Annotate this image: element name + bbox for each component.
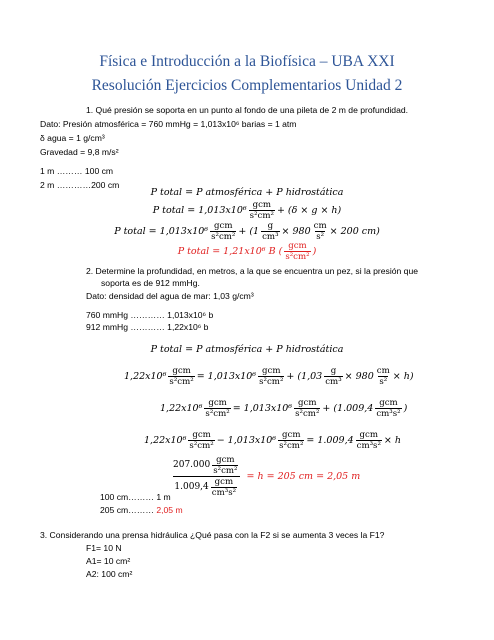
q3-a2: A2: 100 cm² bbox=[86, 569, 133, 579]
document-subtitle: Resolución Ejercicios Complementarios Unidad 2 bbox=[91, 77, 403, 94]
q1-dato-densidad: δ agua = 1 g/cm³ bbox=[40, 133, 105, 143]
fraction-gcm-s2cm2: $\frac{\text{gcm}}{\text{s²cm²}}$ bbox=[249, 199, 274, 221]
q2-equation-c: 1,22x10⁶ $\frac{\text{gcm}}{\text{s²cm²}}$ − 1,013x10⁶ $\frac{\text{gcm}}{\text{s²cm²}}$ = 1.009,4 $\frac{\text{gcm}}{\text{cm³s²}}$ × h bbox=[144, 429, 402, 451]
q2-equation-a: 1,22x10⁶ $\frac{\text{gcm}}{\text{s²cm²}}$ = 1,013x10⁶ $\frac{\text{gcm}}{\text{s²cm²}}$ + (1,03 $\frac{g}{\text{cm³}}$ × 980 $\frac{cm}{\text{s²}}$ × h) bbox=[124, 365, 414, 387]
q2-equation-1: P total = P atmosférica + P hidrostática bbox=[150, 343, 344, 355]
q2-question-line1: 2. Determine la profundidad, en metros, a la que se encuentra un pez, si la presión que bbox=[86, 266, 419, 276]
q1-conversion-1: 1 m ……… 100 cm bbox=[40, 166, 114, 176]
document-title: Física e Introducción a la Biofísica – UBA XXI bbox=[99, 53, 395, 70]
q2-dato: Dato: densidad del agua de mar: 1,03 g/cm³ bbox=[86, 291, 254, 301]
q1-result: P total = 1,21x10⁶ B ( $\frac{\text{gcm}}{\text{s²cm²}}$ ) bbox=[177, 240, 317, 262]
q1-equation-3: P total = 1,013x10⁶ $\frac{\text{gcm}}{\text{s²cm²}}$ + (1 $\frac{g}{\text{cm³}}$ × 980 $\frac{cm}{\text{s²}}$ × 200 cm) bbox=[114, 220, 380, 242]
q1-question: 1. Qué presión se soporta en un punto al fondo de una pileta de 2 m de profundidad. bbox=[86, 105, 409, 115]
q3-f1: F1= 10 N bbox=[86, 543, 122, 553]
q2-conversion-2: 912 mmHg ………… 1,22x10⁶ b bbox=[86, 322, 209, 332]
q2-equation-b: 1,22x10⁶ $\frac{\text{gcm}}{\text{s²cm²}}$ = 1,013x10⁶ $\frac{\text{gcm}}{\text{s²cm²}}$ + (1.009,4 $\frac{\text{gcm}}{\text{cm³s²}}$ ) bbox=[160, 397, 408, 419]
q3-a1: A1= 10 cm² bbox=[86, 556, 131, 566]
fraction-207000-over-1009: 207.000 $\frac{\text{gcm}}{\text{s²cm²}}$ 1.009,4 $\frac{\text{gcm}}{\text{cm³s²}}$ bbox=[172, 455, 241, 498]
q1-dato-presion: Dato: Presión atmosférica = 760 mmHg = 1,013x10⁶ barias = 1 atm bbox=[40, 119, 297, 129]
q1-conversion-2: 2 m …………200 cm bbox=[40, 180, 120, 190]
q2-question-line2: soporta es de 912 mmHg. bbox=[101, 278, 200, 288]
q1-equation-2: P total = 1,013x10⁶ $\frac{\text{gcm}}{\text{s²cm²}}$ + (δ × g × h) bbox=[152, 199, 342, 221]
q3-question: 3. Considerando una prensa hidráulica ¿Qué pasa con la F2 si se aumenta 3 veces la F1? bbox=[40, 530, 385, 540]
q1-dato-gravedad: Gravedad = 9,8 m/s² bbox=[40, 147, 119, 157]
q1-equation-1: P total = P atmosférica + P hidrostática bbox=[150, 186, 344, 198]
q2-conversion-1: 760 mmHg ………… 1,013x10⁶ b bbox=[86, 310, 214, 320]
q2-conversion-4: 205 cm……… 2,05 m bbox=[100, 505, 183, 515]
q2-equation-d bbox=[170, 456, 360, 496]
q2-result: = h = 205 cm = 2,05 m bbox=[246, 470, 361, 482]
q2-conversion-3: 100 cm……… 1 m bbox=[100, 492, 171, 502]
